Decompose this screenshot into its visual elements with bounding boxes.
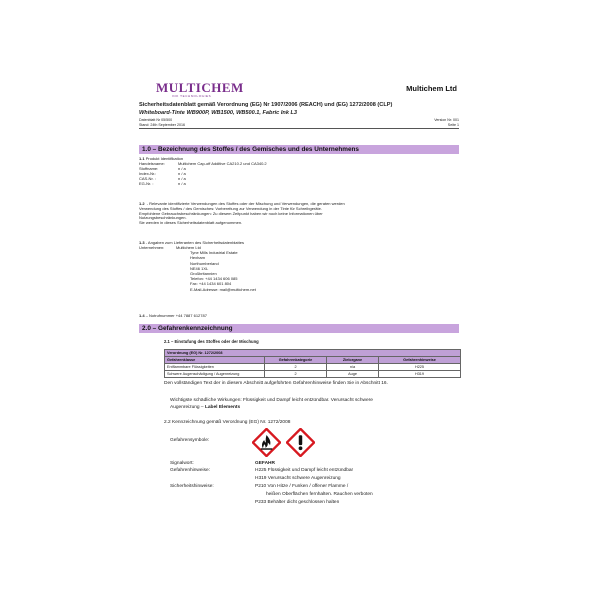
precautionary-statement: heißen Oberflächen fernhalten. Rauchen verboten: [266, 492, 373, 497]
signal-word-value: GEFAHR: [255, 461, 275, 466]
effects-line-1: Wichtigste schädliche Wirkungen: Flüssigkeit und Dampf leicht entzündbar. Verursacht schwere: [170, 398, 373, 403]
header-divider: [139, 128, 459, 129]
document-title: Sicherheitsdatenblatt gemäß Verordnung (EG) Nr 1907/2006 (REACH) und (EG) 1272/2008 (CLP): [139, 102, 393, 108]
table-header: Gefahrenhinweise: [379, 357, 461, 364]
table-cell: 2: [265, 371, 327, 378]
table-cell: H319: [379, 371, 461, 378]
precautionary-statements-label: Sicherheitshinweise:: [170, 484, 214, 489]
table-cell: Auge: [327, 371, 379, 378]
supplier-line: Tyne Mills Industrial Estate: [190, 250, 238, 256]
logo-subtext: INK TECHNOLOGIES: [172, 94, 212, 98]
section-2-title: 2.0 – Gefahrenkennzeichnung: [142, 325, 233, 332]
use-description-line: Empfohlene Gebrauchsbeschränkungen: Zu diesem Zeitpunkt haben wir noch keine Informationen über: [139, 210, 323, 216]
symbols-label: Gefahrensymbole:: [170, 438, 210, 443]
document-meta: [139, 118, 459, 128]
company-logo: MULTICHEM: [156, 80, 244, 95]
supplier-line: Hexham: [190, 255, 205, 261]
datasheet-date: Stand: 24th September 2016: [139, 122, 185, 127]
field-label: CAS-Nr. :: [139, 176, 156, 181]
table-cell: 2: [265, 364, 327, 371]
use-description-line: Nutzungsbeschränkungen.: [139, 215, 187, 221]
exclamation-icon: [286, 428, 315, 457]
use-description-line: - Relevante identifizierte Verwendungen des Stoffes oder der Mischung und Verwendungen, die geraten werden: [146, 201, 345, 206]
document-subtitle: Whiteboard-Tinte WB900P, WB1500, WB500.1, Fabric Ink L3: [139, 110, 298, 116]
field-label: EG-Nr. :: [139, 181, 154, 186]
flame-icon: [252, 428, 281, 457]
use-description-line: Sie werden in dieses Sicherheitsdatenblatt aufgenommen.: [139, 220, 243, 226]
supplier-line: Multichem Ltd: [176, 245, 201, 250]
supplier-line: Telefon: +44 1434 606 085: [190, 276, 238, 282]
effects-line-2: [170, 405, 240, 411]
effects-line-2-text: Augenreizung –: [170, 405, 204, 410]
subsection-2-2-title: 2.2 Kennzeichnung gemäß Verordnung (EG) Nr. 1272/2008: [164, 420, 291, 425]
meta-right: [434, 118, 459, 128]
field-value: n / a: [178, 176, 186, 181]
subsection-1-2-number: 1.2: [139, 201, 145, 206]
table-row: [165, 371, 461, 378]
precautionary-statement: P210 Von Hitze / Funken / offener Flamme /: [255, 484, 349, 489]
field-label: Handelsname:: [139, 161, 165, 166]
table-caption-row: [165, 350, 461, 357]
full-text-note: Den vollständigen Text der in diesem Abschnitt aufgeführten Gefahrenhinweise finden Sie in Abschnitt 16.: [164, 381, 388, 386]
supplier-line: Fax: +44 1434 601 804: [190, 281, 232, 287]
hazard-statements-label: Gefahrenhinweise:: [170, 468, 210, 473]
field-label: Stoffname:: [139, 166, 159, 171]
subsection-1-4-number: 1.4: [139, 313, 145, 318]
datasheet-number: Datenblatt Nr 05/500: [139, 118, 173, 122]
supplier-line: E-Mail-Adresse: mail@multichem.net: [190, 286, 256, 292]
page-number: Seite 1: [447, 122, 459, 127]
table-cell: Schwere Augenschädigung / Augenreizung: [165, 371, 265, 378]
hazard-statement: H225 Flüssigkeit und Dampf leicht entzündbar: [255, 468, 354, 473]
subsection-1-3-title: - Angaben zum Lieferanten des Sicherheitsdatenblattes: [145, 240, 244, 245]
table-cell: n/a: [327, 364, 379, 371]
supplier-line: Großbritannien: [190, 271, 217, 276]
supplier-label: Unternehmen:: [139, 245, 165, 250]
table-caption: Verordnung (EG) Nr. 1272/2008: [165, 350, 461, 357]
table-header-row: [165, 357, 461, 364]
field-value: n / a: [178, 171, 186, 176]
hazard-statement: H319 Verursacht schwere Augenreizung: [255, 476, 341, 481]
table-cell: H225: [379, 364, 461, 371]
company-name: Multichem Ltd: [406, 84, 457, 93]
table-header: Zielorgane: [327, 357, 379, 364]
subsection-1-4: [139, 314, 207, 319]
table-header: Gefahrenklasse: [165, 357, 265, 364]
subsection-1-1-title: Produkt Identifikation: [145, 156, 184, 161]
table-header: Gefahrenkategorie: [265, 357, 327, 364]
field-label: Index-Nr.:: [139, 171, 157, 176]
subsection-1-3-number: 1.3: [139, 240, 145, 245]
subsection-1-2: [139, 202, 345, 226]
table-row: [165, 364, 461, 371]
label-elements-heading: Label Elements: [204, 405, 241, 410]
table-cell: Entflammbare Flüssigkeiten: [165, 364, 265, 371]
classification-table: [164, 349, 461, 378]
field-value: n / a: [178, 166, 186, 171]
precautionary-statement: P233 Behälter dicht geschlossen halten: [255, 500, 340, 505]
section-1-title: 1.0 – Bezeichnung des Stoffes / des Gemisches und des Unternehmens: [142, 146, 359, 153]
use-description-line: Verwendung des Stoffes / des Gemisches: Vorbereitung zur Verwendung in der Tinte für Schreibgeräte.: [139, 205, 322, 211]
field-value: n / a: [178, 181, 186, 186]
signal-word-label: Signalwort:: [170, 461, 194, 466]
supplier-line: Northumberland: [190, 260, 219, 266]
subsection-1-1-number: 1.1: [139, 156, 145, 161]
field-value: Multichem Cap-off Additive CA210.2 und CA340.2: [178, 161, 267, 166]
supplier-line: NE46 1XL: [190, 265, 209, 271]
emergency-number: – Notrufnummer +44 7887 612787: [145, 313, 207, 318]
subsection-2-1-title: 2.1 – Einstufung des Stoffes oder der Mischung: [164, 339, 259, 344]
version-number: Version Nr: 001: [434, 118, 459, 122]
